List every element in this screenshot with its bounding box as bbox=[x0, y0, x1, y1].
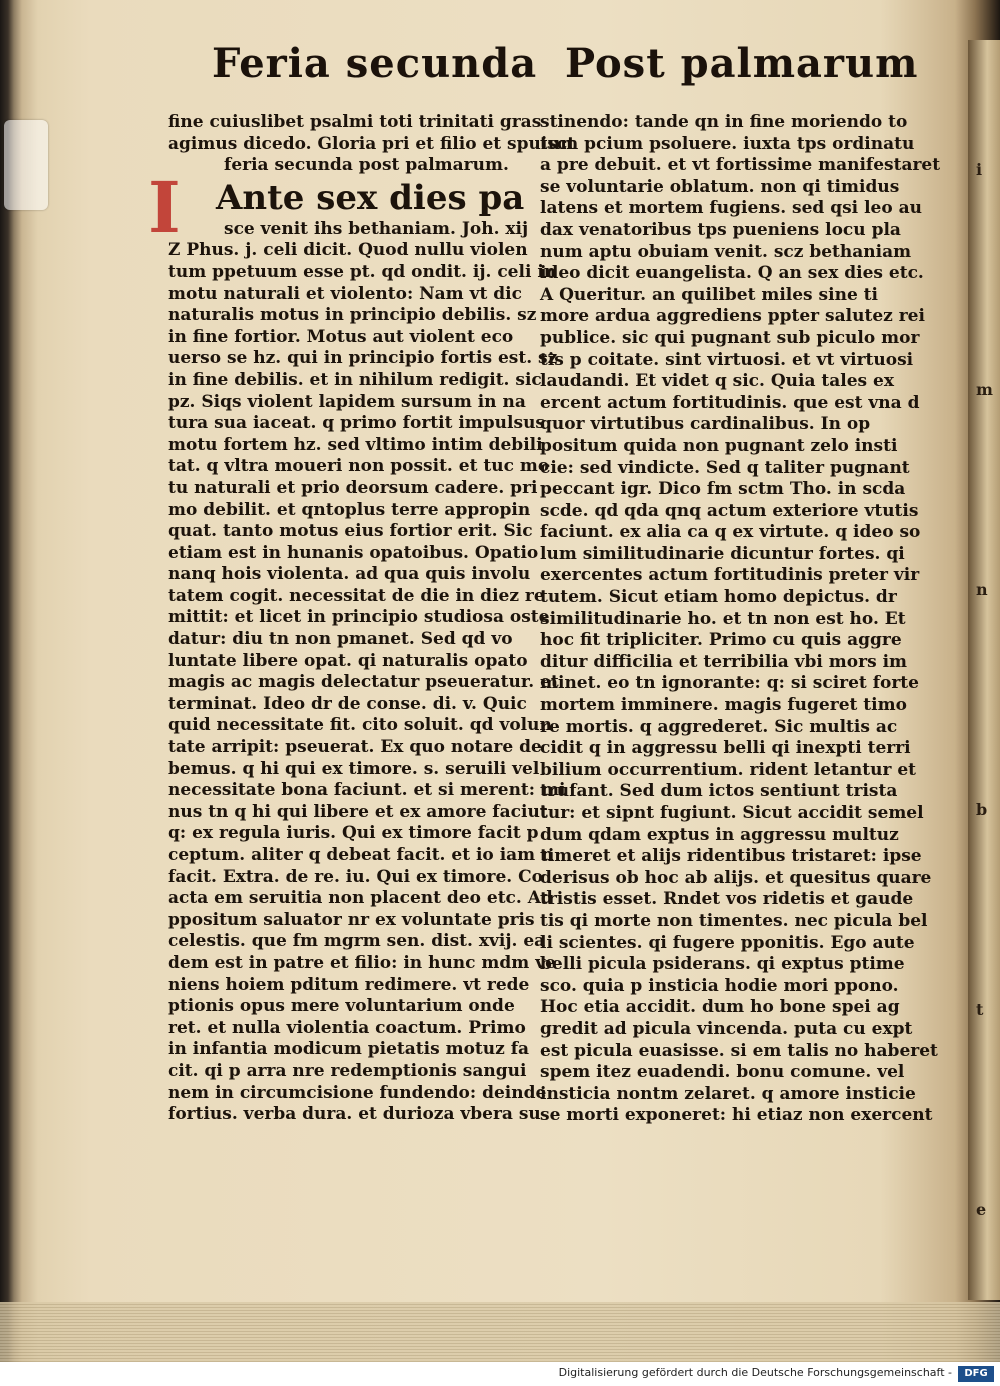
text-line: A Queritur. an quilibet miles sine ti bbox=[540, 284, 878, 305]
text-line: facit. Extra. de re. iu. Qui ex timore. Co bbox=[168, 866, 543, 887]
text-line: luntate libere opat. qi naturalis opato bbox=[168, 650, 528, 671]
text-line: motu fortem hz. sed vltimo intim debili bbox=[168, 434, 543, 455]
text-line: tis p coitate. sint virtuosi. et vt virtuosi bbox=[540, 349, 914, 370]
text-line: similitudinarie ho. et tn non est ho. Et bbox=[540, 608, 906, 629]
running-header-left: Feria secunda bbox=[212, 40, 538, 87]
text-line: in fine debilis. et in nihilum redigit. sic bbox=[168, 369, 542, 390]
text-line: trufant. Sed dum ictos sentiunt trista bbox=[540, 781, 898, 802]
text-line: niens hoiem pditum redimere. vt rede bbox=[168, 974, 530, 995]
text-line: cit. qi p arra nre redemptionis sangui bbox=[168, 1060, 527, 1081]
text-line: lum similitudinarie dicuntur fortes. qi bbox=[540, 543, 905, 564]
text-line: pz. Siqs violent lapidem sursum in na bbox=[168, 391, 526, 412]
text-line: a pre debuit. et vt fortissime manifestaret bbox=[540, 155, 941, 176]
text-line: magis ac magis delectatur pseueratur. et bbox=[168, 672, 559, 693]
text-line: timeret et alijs ridentibus tristaret: ipse bbox=[540, 846, 922, 867]
facing-page-edge bbox=[968, 40, 1000, 1300]
text-line: motu naturali et violento: Nam vt dic bbox=[168, 283, 522, 304]
page-edges bbox=[0, 1302, 1000, 1362]
text-line: feria secunda post palmarum. bbox=[224, 155, 509, 176]
text-line: acta em seruitia non placent deo etc. Ad bbox=[168, 888, 553, 909]
text-line: tum ppetuum esse pt. qd ondit. ij. celi in bbox=[168, 261, 557, 282]
text-line: tate arripit: pseuerat. Ex quo notare de bbox=[168, 737, 542, 758]
text-line: latens et mortem fugiens. sed qsi leo au bbox=[540, 198, 922, 219]
text-line: li scientes. qi fugere pponitis. Ego aute bbox=[540, 932, 915, 953]
text-line: ditur difficilia et terribilia vbi mors im bbox=[540, 651, 908, 672]
text-line: ideo dicit euangelista. Q an sex dies etc. bbox=[540, 263, 924, 284]
text-line: bemus. q hi qui ex timore. s. seruili vel bbox=[168, 758, 540, 779]
facing-page-fragment: t bbox=[976, 1000, 984, 1019]
text-line: datur: diu tn non pmanet. Sed qd vo bbox=[168, 629, 513, 650]
text-line: tat. q vltra moueri non possit. et tuc mo bbox=[168, 456, 550, 477]
funding-notice: Digitalisierung gefördert durch die Deutsche Forschungsgemeinschaft - bbox=[558, 1366, 952, 1379]
text-line: nus tn q hi qui libere et ex amore faciut bbox=[168, 801, 548, 822]
text-line: est picula euasisse. si em talis no haberet bbox=[540, 1040, 938, 1061]
text-line: ceptum. aliter q debeat facit. et io iam n bbox=[168, 845, 554, 865]
text-line: cie: sed vindicte. Sed q taliter pugnant bbox=[540, 457, 910, 478]
text-line: tum pcium psoluere. iuxta tps ordinatu bbox=[540, 133, 915, 154]
text-line: celestis. que fm mgrm sen. dist. xvij. ea bbox=[168, 931, 546, 952]
text-line: publice. sic qui pugnant sub piculo mor bbox=[540, 327, 920, 348]
footer-bar bbox=[0, 1362, 1000, 1386]
text-line: agimus dicedo. Gloria pri et filio et spuisct bbox=[168, 133, 576, 154]
text-line: quor virtutibus cardinalibus. In op bbox=[540, 414, 871, 435]
text-line: se morti exponeret: hi etiaz non exercent bbox=[540, 1105, 933, 1126]
text-line: exercentes actum fortitudinis preter vir bbox=[540, 565, 920, 586]
text-line: laudandi. Et videt q sic. Quia tales ex bbox=[540, 371, 894, 392]
text-line: dem est in patre et filio: in hunc mdm ve bbox=[168, 952, 556, 973]
text-line: tu naturali et prio deorsum cadere. pri bbox=[168, 477, 538, 498]
text-line: mittit: et licet in principio studiosa oste bbox=[168, 607, 550, 628]
text-line: uerso se hz. qui in principio fortis est. sz bbox=[168, 348, 558, 369]
text-line: scde. qd qda qnq actum exteriore vtutis bbox=[540, 500, 919, 521]
facing-page-fragment: b bbox=[976, 800, 988, 819]
text-line: positum quida non pugnant zelo insti bbox=[540, 435, 898, 456]
text-line: q: ex regula iuris. Qui ex timore facit p bbox=[168, 823, 539, 844]
text-line: belli picula psiderans. qi exptus ptime bbox=[540, 954, 905, 975]
text-line: ercent actum fortitudinis. que est vna d bbox=[540, 392, 920, 413]
text-line: tatem cogit. necessitat de die in diez re bbox=[168, 585, 545, 606]
bookmark-tab bbox=[4, 120, 48, 210]
text-line: Ante sex dies pa bbox=[216, 177, 525, 218]
text-line: ppositum saluator nr ex voluntate pris bbox=[168, 909, 535, 930]
text-line: sco. quia p insticia hodie mori ppono. bbox=[540, 975, 899, 996]
text-line: minet. eo tn ignorante: q: si sciret forte bbox=[540, 673, 919, 694]
text-line: tur: et sipnt fugiunt. Sicut accidit semel bbox=[540, 803, 924, 823]
text-line: fine cuiuslibet psalmi toti trinitati gras bbox=[168, 112, 542, 132]
text-line: necessitate bona faciunt. et si merent: mi bbox=[168, 780, 566, 801]
facing-page-fragment: n bbox=[976, 580, 988, 599]
dfg-logo: DFG bbox=[958, 1366, 994, 1382]
text-line: tis qi morte non timentes. nec picula bel bbox=[540, 910, 928, 931]
text-line: fortius. verba dura. et durioza vbera su bbox=[168, 1104, 541, 1125]
text-line: ret. et nulla violentia coactum. Primo bbox=[168, 1017, 526, 1038]
text-line: re mortis. q aggrederet. Sic multis ac bbox=[540, 716, 898, 737]
text-column-left bbox=[168, 112, 576, 1126]
facing-page-fragment: e bbox=[976, 1200, 987, 1219]
text-line: in infantia modicum pietatis motuz fa bbox=[168, 1039, 530, 1060]
text-line: bilium occurrentium. rident letantur et bbox=[540, 759, 917, 780]
text-line: mortem imminere. magis fugeret timo bbox=[540, 695, 907, 716]
text-line: terminat. Ideo dr de conse. di. v. Quic bbox=[168, 693, 527, 714]
text-line: in fine fortior. Motus aut violent eco bbox=[168, 326, 514, 347]
text-line: mo debilit. et qntoplus terre appropin bbox=[168, 499, 531, 520]
text-line: dum qdam exptus in aggressu multuz bbox=[540, 824, 899, 845]
text-line: hoc fit tripliciter. Primo cu quis aggre bbox=[540, 630, 902, 651]
text-line: nem in circumcisione fundendo: deinde bbox=[168, 1082, 547, 1103]
text-line: nanq hois violenta. ad qua quis involu bbox=[168, 564, 531, 585]
text-line: quid necessitate fit. cito soluit. qd volun bbox=[168, 715, 552, 736]
text-line: se voluntarie oblatum. non qi timidus bbox=[540, 176, 900, 197]
initial-letter: I bbox=[148, 166, 181, 249]
facing-page-fragment: i bbox=[976, 160, 983, 179]
text-line: more ardua aggrediens ppter salutez rei bbox=[540, 306, 925, 327]
text-line: num aptu obuiam venit. scz bethaniam bbox=[540, 241, 912, 262]
text-line: tutem. Sicut etiam homo depictus. dr bbox=[540, 587, 897, 608]
text-line: tristis esset. Rndet vos ridetis et gaude bbox=[540, 889, 914, 910]
running-header-right: Post palmarum bbox=[565, 40, 919, 87]
facing-page-fragment: m bbox=[976, 380, 993, 399]
text-line: derisus ob hoc ab alijs. et quesitus quare bbox=[540, 867, 932, 888]
text-line: cidit q in aggressu belli qi inexpti terri bbox=[540, 738, 911, 759]
text-line: insticia nontm zelaret. q amore insticie bbox=[540, 1083, 916, 1104]
text-line: Hoc etia accidit. dum ho bone spei ag bbox=[540, 997, 900, 1018]
text-line: ptionis opus mere voluntarium onde bbox=[168, 996, 515, 1017]
text-line: sce venit ihs bethaniam. Joh. xij bbox=[224, 218, 529, 239]
text-line: etiam est in hunanis opatoibus. Opatio bbox=[168, 542, 539, 563]
text-line: peccant igr. Dico fm sctm Tho. in scda bbox=[540, 479, 906, 500]
text-line: Z Phus. j. celi dicit. Quod nullu violen bbox=[168, 240, 528, 261]
text-column-right bbox=[540, 112, 941, 1127]
text-line: naturalis motus in principio debilis. sz bbox=[168, 305, 537, 326]
text-line: stinendo: tande qn in fine moriendo to bbox=[540, 112, 908, 132]
text-line: gredit ad picula vincenda. puta cu expt bbox=[540, 1018, 913, 1039]
text-line: quat. tanto motus eius fortior erit. Sic bbox=[168, 521, 533, 542]
text-line: faciunt. ex alia ca q ex virtute. q ideo so bbox=[540, 522, 921, 543]
text-line: dax venatoribus tps pueniens locu pla bbox=[540, 219, 901, 240]
text-line: tura sua iaceat. q primo fortit impulsus bbox=[168, 413, 546, 434]
text-line: spem itez euadendi. bonu comune. vel bbox=[540, 1062, 905, 1083]
